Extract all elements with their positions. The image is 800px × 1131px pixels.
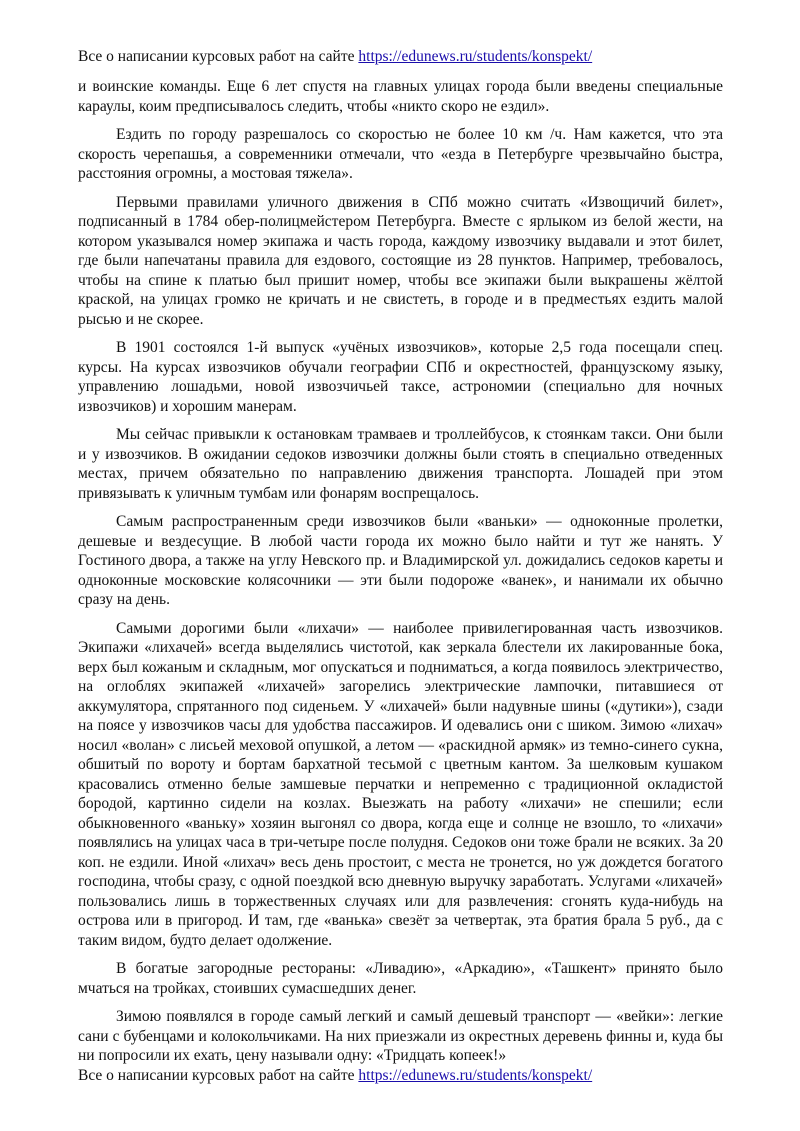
paragraph: Первыми правилами уличного движения в СПб можно считать «Извощичий билет», подписанный в 1784 обер-полицмейстером Петербурга. Вместе с ярлыком из белой жести, на котором указывался номер экипажа и часть города, каждому извозчику выдавали и этот билет, где были напечатаны правила для ездового, состоящие из 28 пунктов. Например, требовалось, чтобы на спине к платью был пришит номер, чтобы все экипажи были выкрашены жёлтой краской, на улицах громко не кричать и не свистеть, в городе и в предместьях ездить малой рысью и не скорее. — [78, 193, 723, 328]
header-link[interactable]: https://edunews.ru/students/konspekt/ — [358, 48, 593, 65]
paragraph: Мы сейчас привыкли к остановкам трамваев и троллейбусов, к стоянкам такси. Они были и у извозчиков. В ожидании седоков извозчики должны были стоять в специально отведенных местах, причем обязательно по направлению движения транспорта. Лошадей при этом привязывать к уличным тумбам или фонарям воспрещалось. — [78, 426, 723, 502]
paragraph: Зимою появлялся в городе самый легкий и самый дешевый транспорт — «вейки»: легкие сани с бубенцами и колокольчиками. На них приезжали из окрестных деревень финны и, куда бы ни попросили их ехать, цену называли одну: «Тридцать копеек!» — [78, 1008, 723, 1064]
paragraph: Ездить по городу разрешалось со скоростью не более 10 км /ч. Нам кажется, что эта скорость черепашья, а современники отмечали, что «езда в Петербурге чрезвычайно быстра, расстояния огромны, а мостовая тяжела». — [78, 126, 723, 182]
header-text: Все о написании курсовых работ на сайте — [78, 48, 355, 65]
document-body — [78, 77, 723, 1075]
paragraph: и воинские команды. Еще 6 лет спустя на главных улицах города были введены специальные караулы, коим предписывалось следить, чтобы «никто скоро не ездил». — [78, 78, 723, 115]
footer-link[interactable]: https://edunews.ru/students/konspekt/ — [358, 1067, 593, 1084]
paragraph: В 1901 состоялся 1-й выпуск «учёных извозчиков», которые 2,5 года посещали спец. курсы. На курсах извозчиков обучали географии СПб и окрестностей, французскому языку, управлению лошадьми, новой извозчичьей таксе, астрономии (специально для ночных извозчиков) и хорошим манерам. — [78, 339, 723, 415]
paragraph: В богатые загородные рестораны: «Ливадию», «Аркадию», «Ташкент» принято было мчаться на тройках, стоивших сумасшедших денег. — [78, 960, 723, 997]
paragraph: Самыми дорогими были «лихачи» — наиболее привилегированная часть извозчиков. Экипажи «лихачей» всегда выделялись чистотой, как зеркала блестели их лакированные бока, верх был кожаным и складным, мог опускаться и подниматься, а когда появилось электричество, на оглоблях экипажей «лихачей» загорелись электрические лампочки, питавшиеся от аккумулятора, спрятанного под сиденьем. У «лихачей» были надувные шины («дутики»), сзади на поясе у извозчиков часы для удобства пассажиров. И одевались они с шиком. Зимою «лихач» носил «волан» с лисьей меховой опушкой, а летом — «раскидной армяк» из темно-синего сукна, обшитый по вороту и бортам бархатной тесьмой с цветным кантом. За шелковым кушаком красовались отменно белые замшевые перчатки и непременно с традиционной окладистой бородой, картинно сидели на козлах. Выезжать на работу «лихачи» не спешили; если обыкновенного «ваньку» хозяин выгонял со двора, когда еще и солнце не взошло, то «лихачи» появлялись на улицах часа в три-четыре после полудня. Седоков они тоже брали не всяких. За 20 коп. не ездили. Иной «лихач» весь день простоит, с места не тронется, но уж дождется богатого господина, чтобы сразу, с одной поездкой всю дневную выручку заработать. Услугами «лихачей» пользовались лишь в торжественных случаях или для развлечения: сгонять куда-нибудь на острова или в пригород. И там, где «ванька» свезёт за четвертак, эта братия брала 5 руб., да с таким видом, будто делает одолжение. — [78, 619, 723, 949]
footer-text: Все о написании курсовых работ на сайте — [78, 1067, 355, 1084]
paragraph: Самым распространенным среди извозчиков были «ваньки» — одноконные пролетки, дешевые и вездесущие. В любой части города их можно было найти и тут же нанять. У Гостиного двора, а также на углу Невского пр. и Владимирской ул. дожидались седоков кареты и одноконные московские колясочники — эти были подороже «ванек», и нанимали их обычно сразу на день. — [78, 513, 723, 608]
page-header — [78, 47, 728, 67]
page-footer — [78, 1066, 728, 1086]
